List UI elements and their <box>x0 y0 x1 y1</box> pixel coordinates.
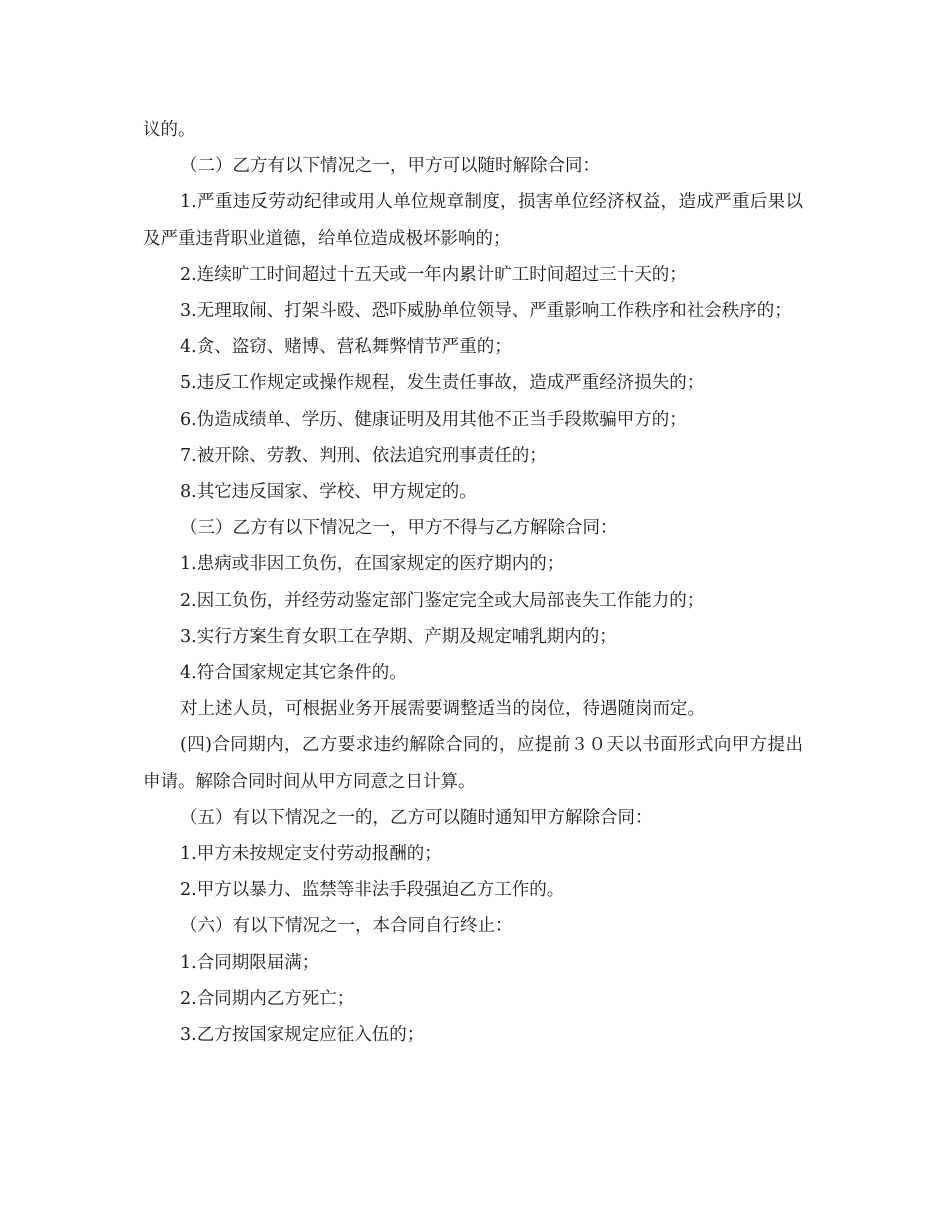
paragraph: 对上述人员，可根据业务开展需要调整适当的岗位，待遇随岗而定。 <box>180 699 705 720</box>
paragraph: 4.符合国家规定其它条件的。 <box>180 663 407 684</box>
paragraph: （三）乙方有以下情况之一，甲方不得与乙方解除合同： <box>180 518 618 539</box>
paragraph: 议的。 <box>143 120 196 140</box>
paragraph: （六）有以下情况之一，本合同自行终止： <box>180 916 513 937</box>
paragraph: 8.其它违反国家、学校、甲方规定的。 <box>180 482 477 503</box>
paragraph: 1.患病或非因工负伤，在国家规定的医疗期内的； <box>180 554 565 575</box>
paragraph: (四)合同期内，乙方要求违约解除合同的，应提前３０天以书面形式向甲方提出申请。解除合同时间从甲方同意之日计算。 <box>143 735 803 792</box>
paragraph: 2.甲方以暴力、监禁等非法手段强迫乙方工作的。 <box>180 880 565 901</box>
paragraph: 3.无理取闹、打架斗殴、恐吓威胁单位领导、严重影响工作秩序和社会秩序的； <box>180 301 792 322</box>
paragraph: 1.甲方未按规定支付劳动报酬的； <box>180 844 442 865</box>
paragraph: 1.合同期限届满； <box>180 952 320 973</box>
paragraph: 3.乙方按国家规定应征入伍的； <box>180 1025 425 1046</box>
paragraph: 1.严重违反劳动纪律或用人单位规章制度，损害单位经济权益，造成严重后果以及严重违背职业道德，给单位造成极坏影响的； <box>143 192 803 249</box>
paragraph: 4.贪、盗窃、赌博、营私舞弊情节严重的； <box>180 337 512 358</box>
paragraph: 3.实行方案生育女职工在孕期、产期及规定哺乳期内的； <box>180 626 617 647</box>
paragraph: （五）有以下情况之一的，乙方可以随时通知甲方解除合同： <box>180 807 653 828</box>
paragraph: 6.伪造成绩单、学历、健康证明及用其他不正当手段欺骗甲方的； <box>180 409 687 430</box>
paragraph: 2.合同期内乙方死亡； <box>180 988 355 1009</box>
paragraph: 7.被开除、劳教、判刑、依法追究刑事责任的； <box>180 445 547 466</box>
paragraph: （二）乙方有以下情况之一，甲方可以随时解除合同： <box>180 156 600 177</box>
paragraph: 2.因工负伤，并经劳动鉴定部门鉴定完全或大局部丧失工作能力的； <box>180 590 705 611</box>
paragraph: 2.连续旷工时间超过十五天或一年内累计旷工时间超过三十天的； <box>180 264 687 285</box>
paragraph: 5.违反工作规定或操作规程，发生责任事故，造成严重经济损失的； <box>180 373 705 394</box>
document-body <box>143 112 803 1053</box>
